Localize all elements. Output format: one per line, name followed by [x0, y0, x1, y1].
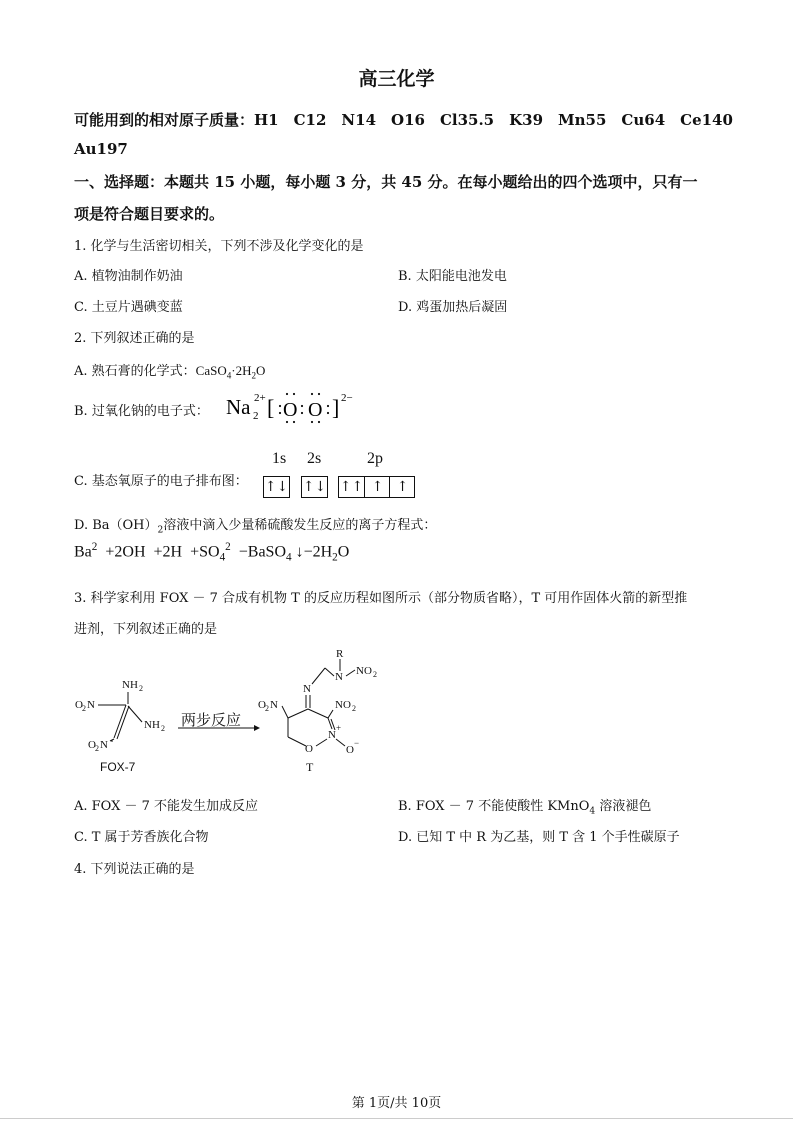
footer-divider [0, 1118, 793, 1119]
q2-option-a-prefix: A. 熟石膏的化学式： [74, 364, 196, 379]
q3-option-c: C. T 属于芳香族化合物 [74, 830, 209, 845]
gypsum-formula: $CaSO_4\cdot 2H_2O$ [195, 363, 266, 381]
svg-text:2: 2 [265, 704, 269, 713]
q1-stem: 1. 化学与生活密切相关，下列不涉及化学变化的是 [74, 239, 364, 254]
svg-text:+: + [336, 723, 342, 733]
atomic-masses: 可能用到的相对原子质量：H1 C12 N14 O16 Cl35.5 K39 Mn55 Cu64 Ce140 [74, 111, 733, 129]
svg-text:N: N [328, 729, 336, 741]
svg-text:Na: Na [226, 395, 251, 419]
q2-option-d: D. $Ba(OH)_2$溶液中滴入少量稀硫酸发生反应的离子方程式： [74, 518, 437, 536]
q2-stem: 2. 下列叙述正确的是 [74, 331, 195, 346]
svg-text:2: 2 [161, 724, 165, 733]
q3-option-a: A. FOX － 7 不能发生加成反应 [74, 799, 259, 814]
q2-option-b: B. 过氧化钠的电子式： [74, 404, 209, 419]
svg-text:O: O [308, 399, 323, 421]
section-heading: 一、选择题：本题共 15 小题，每小题 3 分，共 45 分。在每小题给出的四个选项中，只有一 [74, 173, 698, 191]
svg-text:2−: 2− [341, 392, 353, 404]
t-label: T [306, 760, 314, 774]
q3-stem-cont: 进剂，下列叙述正确的是 [74, 622, 218, 637]
orbital-box-2p [338, 476, 415, 498]
svg-text:NO: NO [356, 665, 372, 677]
svg-text:O: O [88, 739, 96, 751]
orbital-box-2s [301, 476, 328, 498]
q3-option-d: D. 已知 T 中 R 为乙基，则 T 含 1 个手性碳原子 [398, 830, 680, 845]
q2-option-a [74, 360, 265, 381]
svg-text:[: [ [267, 395, 275, 420]
q4-stem: 4. 下列说法正确的是 [74, 862, 195, 877]
svg-text:R: R [336, 648, 344, 660]
q2-option-d-suffix: 溶液中滴入少量稀硫酸发生反应的离子方程式： [163, 518, 437, 533]
svg-text:N: N [335, 671, 343, 683]
svg-text:2: 2 [352, 704, 356, 713]
q2-option-c: C. 基态氧原子的电子排布图： [74, 474, 248, 489]
svg-text:2: 2 [373, 670, 377, 679]
svg-text:2: 2 [82, 704, 86, 713]
svg-text:O: O [283, 399, 298, 421]
svg-text:]: ] [332, 395, 340, 420]
up-arrow-icon: ↑ [364, 477, 390, 497]
page-footer: 第 1页/共 10页 [351, 1096, 442, 1111]
svg-text:N: N [303, 683, 311, 695]
orbital-label-2s: 2s [307, 450, 322, 467]
svg-text:NH: NH [122, 679, 138, 691]
q3-option-b: B. FOX － 7 不能使酸性 KMnO$_4$ 溶液褪色 [398, 799, 652, 817]
svg-text:2: 2 [95, 744, 99, 753]
paired-arrows-icon: ↑↓ [302, 479, 327, 495]
orbital-box-1s [263, 476, 290, 498]
section-heading-cont: 项是符合题目要求的。 [74, 205, 225, 223]
fox7-label: FOX-7 [100, 760, 136, 774]
na2o2-electron-formula [222, 386, 372, 426]
svg-text:NH: NH [144, 719, 160, 731]
svg-text:O: O [346, 744, 354, 756]
reaction-arrow-label: 两步反应 [181, 711, 242, 729]
atomic-masses-cont: Au197 [74, 140, 128, 158]
svg-text:−: − [354, 738, 360, 748]
svg-text:NO: NO [335, 699, 351, 711]
svg-text:N: N [100, 739, 108, 751]
paired-arrows-icon: ↑↓ [264, 479, 289, 495]
svg-text:O: O [75, 699, 83, 711]
q1-option-b: B. 太阳能电池发电 [398, 269, 507, 284]
svg-text:2: 2 [139, 684, 143, 693]
up-arrow-icon: ↑ [389, 477, 415, 497]
q1-option-c: C. 土豆片遇碘变蓝 [74, 300, 183, 315]
svg-text:N: N [270, 699, 278, 711]
q2-option-d-prefix: D. Ba（OH） [74, 518, 158, 533]
svg-text:2: 2 [253, 410, 259, 422]
q3-option-b-prefix: B. FOX － 7 不能使酸性 KMnO [398, 799, 590, 814]
ionic-equation: $Ba^2 +2OH +2H +SO_4^2$ −BaSO$_4$ $↓-2H_2O$ [74, 541, 350, 564]
q1-option-d: D. 鸡蛋加热后凝固 [398, 300, 508, 315]
page-title: 高三化学 [358, 68, 435, 90]
svg-text:N: N [87, 699, 95, 711]
q1-option-a: A. 植物油制作奶油 [74, 269, 183, 284]
q3-stem: 3. 科学家利用 FOX － 7 合成有机物 T 的反应历程如图所示（部分物质省略），T 可用作固体火箭的新型推 [74, 591, 688, 606]
orbital-label-2p: 2p [367, 450, 383, 467]
q3-option-b-suffix: 溶液褪色 [599, 799, 652, 814]
svg-text:2+: 2+ [254, 392, 266, 404]
svg-text:O: O [305, 743, 313, 755]
orbital-label-1s: 1s [272, 450, 287, 467]
paired-up-arrows-icon: ↑↑ [339, 479, 364, 495]
svg-text:O: O [258, 699, 266, 711]
